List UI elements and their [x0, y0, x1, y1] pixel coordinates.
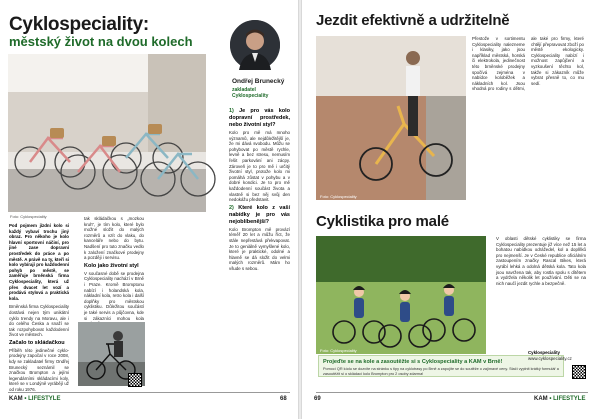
section-title-bottom: Cyklistika pro malé [316, 213, 449, 230]
web-url[interactable]: www.cyklospeciality.cz [528, 355, 572, 361]
col1-body: Brněnská firma Cyklospeciality dostává nejen tým unikátní cyklo trendy na Moravu, ale i do celého Česka a snaží se tak rozpohybovat každodenní život ve městech. [9, 304, 69, 338]
col1-body2: Příběh této jedinečné cyklo-prodejny započal v roce 2008, kdy se zakladatel firmy Ondřej Brunecký seznámil se značkou Brompton a jejími legendárními skládacími koly, které se v Londýně vyrábějí už od roku 1976. [9, 347, 69, 393]
col2-body2: V současné době se prodejna Cyklospeciality nachází v Brně i Praze. Kromě Bromptonu nabízí i holandská kola, nákladní kola, retro kola i další doplňky pro městskou cyklistiku. Důležitou součástí je také servis a půjčovna, kde si zákazníci mohou kola [84, 270, 144, 321]
photo-credit-top: Foto: Cyklospeciality [320, 194, 357, 199]
top-text-column [472, 36, 584, 200]
interviewee-role-line2: Cyklospeciality [232, 93, 269, 99]
bottom-text: V oblasti dětské cyklistiky se firma Cyklospeciality prezentuje již více než 15 let a bohatou nabídkou odrážedel, kol a doplňků pro nejmenší. Je v České republice oficiálním zastoupením značky Rascal Bikes, která vyrábí lehká a odolná dětská kola. Tato kola jsou navržena tak, aby rostla spolu s dítětem a vydržela několik let používání. Děti se na nich naučí jezdit rychle a bezpečně. [496, 236, 586, 286]
page-number-left: 68 [280, 396, 287, 402]
bicycles-shop-illustration [8, 54, 206, 212]
article-title: Cyklospeciality: [9, 14, 149, 35]
qr-code-left[interactable] [128, 373, 142, 387]
photo-credit-left: Foto: Cyklospeciality [10, 214, 47, 219]
footer-brand-right: KAM • LIFESTYLE [534, 396, 586, 402]
section-heading-1: Začalo to skládačkou [9, 339, 65, 346]
bottom-text-column [496, 236, 586, 352]
web-name: Cyklospeciality [528, 350, 560, 355]
right-page [302, 0, 600, 419]
kids-photo [316, 236, 486, 354]
contest-banner-title: Projeďte se na kole a zasoutěžte si s Cyklospeciality a KAM v Brně! [323, 359, 503, 365]
photo-credit-bottom: Foto: Cyklospeciality [320, 348, 357, 353]
question-2: 2) Které kolo z vaší nabídky je pro vás nejoblíbenější? [229, 204, 290, 225]
kids-cycling-illustration [316, 236, 486, 354]
question-1: 1) Je pro vás kolo dopravní prostředek, nebo životní styl? [229, 108, 291, 128]
column-2 [84, 216, 144, 321]
footer-brand-left: KAM • LIFESTYLE [9, 396, 61, 402]
portrait-photo [230, 20, 280, 70]
article-subtitle: městský život na dvou kolech [9, 34, 193, 49]
page-number-right: 69 [314, 396, 321, 402]
contest-banner-text: Pomocí QR kódu se dozvíte na stránku s tipy na cyklotrasy po Brně a zapojíte se do soutěže o zajímavé ceny. Stačí vyplnit krátký formulář a zasoutěžit si o skládací kolo Brompton pro 2 osoby zdarma! [323, 367, 559, 376]
answer-1: Kolo pro mě má mnoho významů, ale nejdůležitější je, že mi dává svobodu. Můžu se pohybovat po městě rychle, levně a bez stresu, nemusím řešit parkování ani zácpy. Zároveň je to pro mě i určitý životní styl, protože kolo mi pomáhá zůstat v pohybu a v dobré kondici. Je to pro mě každodenní součást života a vlastně si bez něj svůj den nedokážu představit. [229, 130, 290, 203]
shop-photo [8, 54, 206, 212]
cargo-bike-illustration [316, 36, 466, 200]
interviewee-name: Ondřej Brunecký [232, 78, 285, 85]
interview-column [229, 106, 290, 388]
portrait-illustration [230, 20, 280, 70]
qr-code-right[interactable] [572, 365, 586, 379]
section-title-top: Jezdit efektivně a udržitelně [316, 12, 510, 29]
footer-rule-left [8, 392, 290, 393]
footer-rule-right [316, 392, 588, 393]
interviewee-role-line1: zakladatel [232, 87, 256, 93]
section-heading-2: Kolo jako životní styl [84, 262, 139, 269]
lead-paragraph: Pod pojmem jízdní kolo si každý vybaví trochu jiný obraz. Pro někoho je kolo hlavní sportovní náčiní, pro jiné zase dopravní prostředek do práce a po městě. A právě na ty, kteří si kolo vybírají pro každodenní pohyb po městě, se zaměřuje brněnská firma Cyklospeciality, která už přes dvacet let vozí a prodává stylová a praktická kola. [9, 223, 69, 301]
column-1 [9, 223, 69, 393]
top-text: Přestože v sortimentu Cyklospeciality nalezneme i klasiky, jako jsou například městská, horská či elektrokola, jedinečnost této brněnské prodejny spočívá zejména v nabídce koloběžek a nákladních kol. Jsou vhodná pro rodiny s dětmi, ale také pro firmy, které chtějí přepravovat zboží po městě ekologicky. Cyklospeciality nabízí i možnost zapůjčení a vyzkoušení těchto kol, takže si zákazník může vybrat přesně to, co mu sedí. [472, 36, 584, 92]
left-page [0, 0, 298, 419]
col2-body: tak skládačkou s „mozkou kruh“, je tím kolo, které bylo možné složit do malých rozměrů a vzít do vlaku, do kanceláře nebo do bytu. Nadšení pro tuto značku vedlo k založení značkové prodejny a později i servisu. [84, 216, 144, 261]
web-info [528, 350, 588, 362]
cargo-bike-photo [316, 36, 466, 200]
answer-2: Kolo Brompton mě provází téměř 20 let a můžu říct, že stále nepřestává překvapovat. Je to geniálně vymyšlené kolo, které je praktické, odolné a hlavně se dá složit do velmi malých rozměrů. Mám ho všude s sebou. [229, 226, 290, 271]
